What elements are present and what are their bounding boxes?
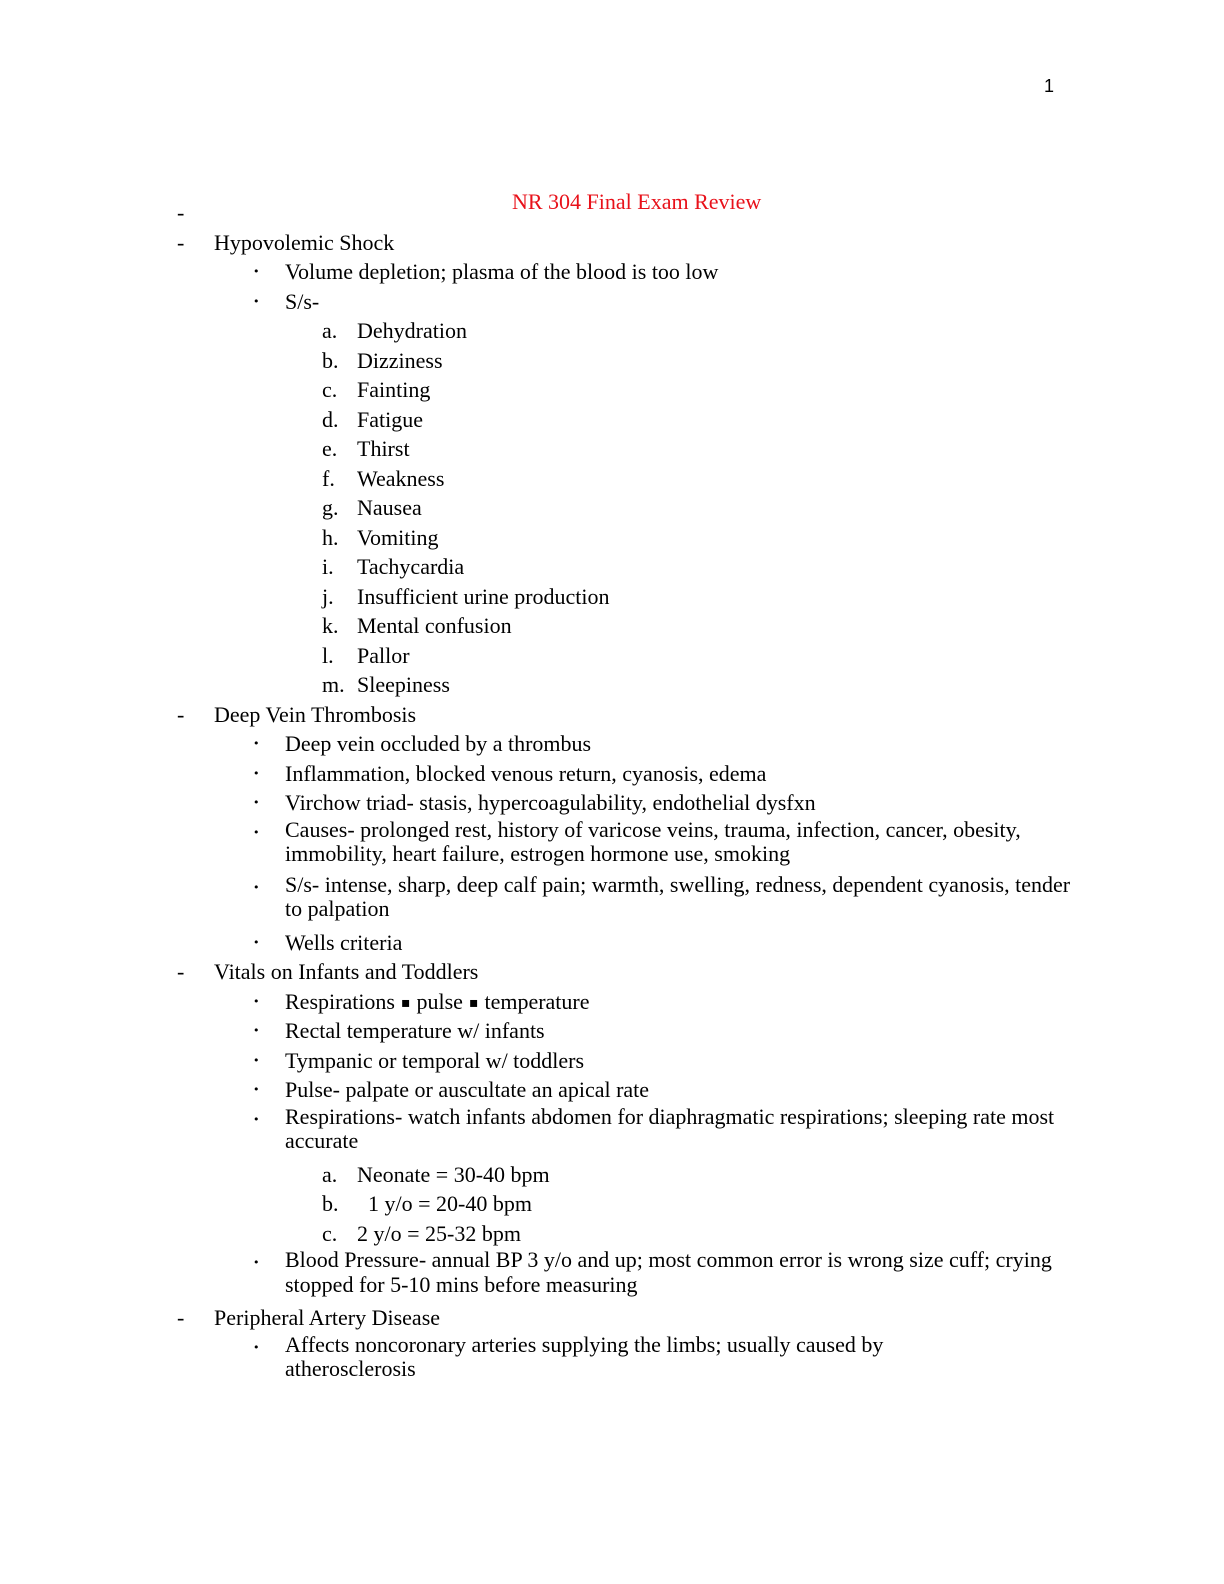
bullet-marker: • <box>253 1083 260 1096</box>
bullet-marker: • <box>253 796 260 809</box>
vital-temperature: temperature <box>484 988 590 1014</box>
letter-text: 2 y/o = 25-32 bpm <box>357 1220 521 1246</box>
letter-label: b. <box>322 1191 339 1216</box>
lettered-item <box>0 611 1224 641</box>
vital-respirations: Respirations <box>285 988 395 1014</box>
bullet-item <box>0 1046 1224 1076</box>
letter-text: Mental confusion <box>357 613 512 638</box>
letter-text: Fatigue <box>357 406 423 432</box>
bullet-text: Wells criteria <box>285 929 403 955</box>
dash-marker: - <box>177 200 185 225</box>
letter-text: 1 y/o = 20-40 bpm <box>368 1191 532 1216</box>
lettered-item <box>0 405 1224 435</box>
letter-text: Insufficient urine production <box>357 583 610 609</box>
bullet-text: Respirations- watch infants abdomen for diaphragmatic respirations; sleeping rate most accurate <box>285 1103 1055 1153</box>
letter-text: Dizziness <box>357 347 443 373</box>
bullet-marker: • <box>253 880 260 894</box>
lettered-item <box>0 641 1224 671</box>
bullet-item <box>0 987 1224 1017</box>
lettered-item <box>0 316 1224 346</box>
letter-label: a. <box>322 1161 338 1187</box>
bullet-item <box>0 788 1224 818</box>
vital-pulse: pulse <box>416 988 463 1014</box>
letter-label: c. <box>322 1220 338 1246</box>
bullet-item <box>0 1248 1224 1303</box>
bullet-text: Deep vein occluded by a thrombus <box>285 731 592 756</box>
lettered-item <box>0 434 1224 464</box>
bullet-marker: • <box>253 1112 260 1126</box>
lettered-item <box>0 582 1224 612</box>
bullet-item <box>0 759 1224 789</box>
bullet-marker: • <box>253 265 260 278</box>
bullet-text: S/s- intense, sharp, deep calf pain; warmth, swelling, redness, dependent cyanosis, tender to palpation <box>285 871 1071 921</box>
bullet-text: Virchow triad- stasis, hypercoagulability, endothelial dysfxn <box>285 790 816 815</box>
letter-label: m. <box>322 672 345 697</box>
bullet-item <box>0 873 1224 928</box>
bullet-marker: • <box>253 1024 260 1037</box>
section-heading-row <box>0 1303 1224 1333</box>
letter-text: Vomiting <box>357 524 439 550</box>
bullet-item <box>0 1105 1224 1160</box>
square-separator-icon: ▪ <box>401 994 411 1011</box>
empty-dash-row <box>0 198 1224 228</box>
lettered-item <box>0 375 1224 405</box>
lettered-item <box>0 493 1224 523</box>
lettered-item <box>0 523 1224 553</box>
bullet-text: Causes- prolonged rest, history of varicose veins, trauma, infection, cancer, obesity, immobility, heart failure, estrogen hormone use, smoking <box>285 816 1021 866</box>
bullet-text: Tympanic or temporal w/ toddlers <box>285 1047 585 1073</box>
letter-label: h. <box>322 524 339 550</box>
letter-text: Pallor <box>357 642 410 668</box>
letter-text: Fainting <box>357 377 431 402</box>
letter-label: c. <box>322 377 338 402</box>
section-heading: Peripheral Artery Disease <box>214 1305 441 1330</box>
outline <box>0 198 1224 1388</box>
document-title: NR 304 Final Exam Review <box>512 189 762 214</box>
dash-marker: - <box>177 1305 185 1330</box>
bullet-marker: • <box>253 935 260 949</box>
bullet-item <box>0 928 1224 958</box>
lettered-item <box>0 552 1224 582</box>
lettered-item <box>0 1189 1224 1219</box>
bullet-item <box>0 1333 1224 1388</box>
bullet-item <box>0 818 1224 873</box>
letter-label: i. <box>322 554 334 579</box>
section-heading-row <box>0 228 1224 258</box>
bullet-item <box>0 287 1224 317</box>
bullet-text: Volume depletion; plasma of the blood is too low <box>285 259 719 284</box>
bullet-text: Inflammation, blocked venous return, cyanosis, edema <box>285 760 767 786</box>
lettered-item <box>0 346 1224 376</box>
page-number: 1 <box>1044 76 1055 96</box>
bullet-text: Rectal temperature w/ infants <box>285 1018 545 1043</box>
section-heading: Vitals on Infants and Toddlers <box>214 959 479 984</box>
letter-label: k. <box>322 613 339 638</box>
bullet-item <box>0 257 1224 287</box>
lettered-item <box>0 1160 1224 1190</box>
dash-marker: - <box>177 959 185 984</box>
bullet-marker: • <box>253 1340 260 1354</box>
bullet-marker: • <box>253 294 260 308</box>
lettered-item <box>0 670 1224 700</box>
section-heading: Hypovolemic Shock <box>214 229 395 255</box>
bullet-item <box>0 1016 1224 1046</box>
square-separator-icon: ▪ <box>468 994 479 1011</box>
letter-text: Thirst <box>357 436 410 461</box>
bullet-marker: • <box>253 766 260 780</box>
bullet-text: S/s- <box>285 288 320 314</box>
letter-label: d. <box>322 406 339 432</box>
dash-marker: - <box>177 701 185 727</box>
bullet-marker: • <box>253 1053 260 1067</box>
letter-label: a. <box>322 318 338 343</box>
letter-text: Dehydration <box>357 318 467 343</box>
bullet-marker: • <box>253 994 260 1008</box>
bullet-text: Affects noncoronary arteries supplying the limbs; usually caused by atherosclerosis <box>285 1331 884 1381</box>
bullet-text: Pulse- palpate or auscultate an apical rate <box>285 1077 650 1102</box>
dash-marker: - <box>177 229 185 255</box>
bullet-item <box>0 1075 1224 1105</box>
letter-label: j. <box>322 583 334 609</box>
bullet-marker: • <box>253 1256 260 1269</box>
letter-label: l. <box>322 642 334 668</box>
bullet-text <box>285 987 590 1019</box>
letter-label: g. <box>322 495 339 520</box>
bullet-marker: • <box>253 825 260 839</box>
lettered-item <box>0 464 1224 494</box>
bullet-item <box>0 729 1224 759</box>
section-heading-row <box>0 700 1224 730</box>
section-heading-row <box>0 957 1224 987</box>
letter-label: b. <box>322 347 339 373</box>
letter-text: Sleepiness <box>357 672 450 697</box>
letter-text: Tachycardia <box>357 554 465 579</box>
letter-label: f. <box>322 465 335 491</box>
letter-text: Nausea <box>357 495 422 520</box>
letter-text: Weakness <box>357 465 445 491</box>
lettered-item <box>0 1219 1224 1249</box>
bullet-marker: • <box>253 737 260 750</box>
letter-label: e. <box>322 436 338 461</box>
letter-text: Neonate = 30-40 bpm <box>357 1161 550 1187</box>
section-heading: Deep Vein Thrombosis <box>214 701 417 727</box>
bullet-text: Blood Pressure- annual BP 3 y/o and up; most common error is wrong size cuff; crying stopped for 5-10 mins before measuring <box>285 1247 1052 1297</box>
